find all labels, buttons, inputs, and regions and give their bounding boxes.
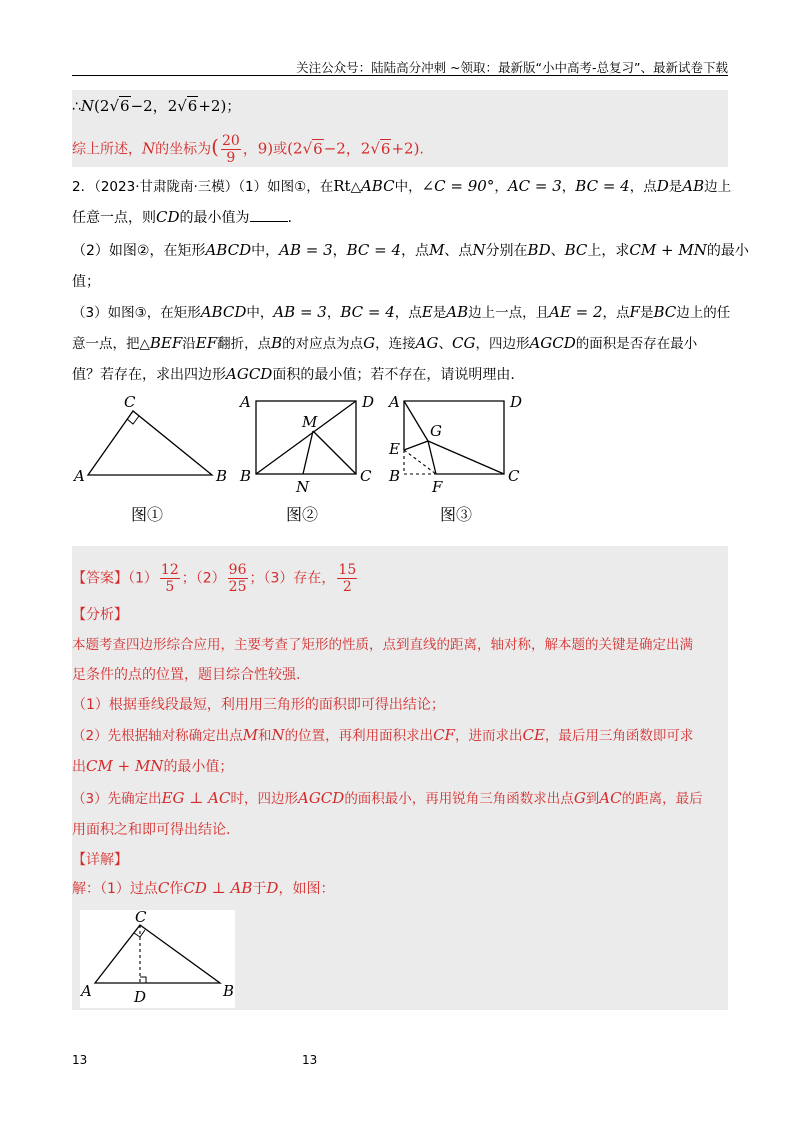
problem-line-1: 2．（2023·甘肃陇南·三模）（1）如图①，在Rt△ABC中，∠C = 90°，AC = 3，BC = 4，点D是AB边上 bbox=[72, 177, 732, 195]
analysis-line-3: （1）根据垂线段最短，利用用三角形的面积即可得出结论； bbox=[72, 697, 445, 713]
label-b: B bbox=[240, 467, 252, 485]
figure-3 bbox=[387, 393, 522, 524]
label-f: F bbox=[432, 478, 443, 496]
problem-figures bbox=[0, 385, 800, 530]
label-d: D bbox=[134, 988, 147, 1006]
rectangle-outline bbox=[404, 401, 504, 474]
triangle-abc bbox=[88, 411, 212, 475]
segment-ag bbox=[404, 401, 428, 441]
sqrt-symbol: √6 bbox=[302, 139, 323, 158]
problem-line-6: 意一点，把△BEF沿EF翻折，点B的对应点为点G，连接AG、CG，四边形AGCD的面积是否存在最小 bbox=[72, 334, 698, 352]
fraction-12-5: $\frac{12}{5}$ bbox=[160, 562, 179, 595]
header-rule bbox=[72, 75, 728, 76]
label-c: C bbox=[135, 910, 147, 926]
figure-2 bbox=[238, 393, 374, 524]
label-e: E bbox=[389, 440, 400, 458]
prev-line-1: ∴N(2√6−2，2√6+2)； bbox=[72, 97, 241, 115]
answer-tag: 【答案】 bbox=[72, 570, 128, 587]
label-a: A bbox=[389, 393, 400, 411]
detail-line-1: 解：（1）过点C作CD ⊥ AB于D，如图： bbox=[72, 879, 335, 897]
prev-summary-line: 综上所述，N的坐标为( $\frac{20}{9}$ ，9)或(2√6−2，2√6+2). bbox=[72, 133, 424, 166]
problem-line-2: 任意一点，则CD的最小值为 . bbox=[72, 208, 292, 226]
analysis-line-4: （2）先根据轴对称确定出点M和N的位置，再利用面积求出CF，进而求出CE，最后用三角函数即可求 bbox=[72, 726, 694, 744]
fraction-15-2: $\frac{15}{2}$ bbox=[338, 562, 357, 595]
fraction-20-9: $\frac{20}{9}$ bbox=[221, 133, 240, 166]
figure-background bbox=[80, 910, 235, 1008]
label-m: M bbox=[302, 413, 318, 431]
problem-line-5: （3）如图③，在矩形ABCD中，AB = 3，BC = 4，点E是AB边上一点，且AE = 2，点F是BC边上的任 bbox=[72, 303, 731, 321]
label-c: C bbox=[360, 467, 372, 485]
segment-gc bbox=[428, 441, 504, 474]
detail-tag: 【详解】 bbox=[72, 852, 128, 868]
analysis-line-2: 足条件的点的位置，题目综合性较强. bbox=[72, 667, 301, 683]
fraction-96-25: $\frac{96}{25}$ bbox=[228, 562, 247, 595]
label-a: A bbox=[74, 467, 85, 485]
sqrt-symbol: √6 bbox=[370, 139, 391, 158]
problem-line-7: 值？若存在，求出四边形AGCD面积的最小值；若不存在，请说明理由. bbox=[72, 365, 515, 383]
analysis-tag: 【分析】 bbox=[72, 607, 128, 623]
sqrt-symbol: √6 bbox=[109, 97, 130, 115]
page-number-left: 13 bbox=[72, 1053, 88, 1067]
label-b: B bbox=[216, 467, 228, 485]
page-number-center: 13 bbox=[302, 1053, 318, 1067]
label-b: B bbox=[389, 467, 401, 485]
caption-fig2: 图② bbox=[286, 505, 319, 524]
answer-blank bbox=[250, 207, 288, 222]
segment-mn bbox=[303, 431, 313, 474]
label-c: C bbox=[508, 467, 520, 485]
label-n: N bbox=[296, 478, 310, 496]
analysis-line-7: 用面积之和即可得出结论. bbox=[72, 822, 231, 838]
label-c: C bbox=[124, 393, 136, 411]
problem-line-4: 值； bbox=[72, 274, 100, 290]
figure-1 bbox=[72, 393, 227, 524]
analysis-line-5: 出CM + MN的最小值； bbox=[72, 757, 234, 775]
label-d: D bbox=[362, 393, 375, 411]
sqrt-symbol: √6 bbox=[177, 97, 198, 115]
detail-figure bbox=[80, 910, 235, 1008]
answer-line: 【答案】（1） $\frac{12}{5}$ ；（2） $\frac{96}{25}$ ；（3）存在， $\frac{15}{2}$ bbox=[72, 562, 357, 595]
caption-fig3: 图③ bbox=[440, 505, 473, 524]
segment-cm bbox=[313, 431, 356, 474]
label-a: A bbox=[81, 982, 92, 1000]
page-header: 关注公众号：陆陆高分冲刺 ~领取：最新版“小中高考-总复习”、最新试卷下载 bbox=[296, 60, 728, 75]
analysis-line-1: 本题考查四边形综合应用，主要考查了矩形的性质，点到直线的距离，轴对称，解本题的关键是确定出满 bbox=[72, 637, 693, 653]
segment-eg bbox=[404, 441, 428, 450]
analysis-line-6: （3）先确定出EG ⊥ AC时，四边形AGCD的面积最小，再用锐角三角函数求出点G到AC的距离，最后 bbox=[72, 789, 703, 807]
label-d: D bbox=[510, 393, 523, 411]
label-b: B bbox=[223, 982, 235, 1000]
problem-line-3: （2）如图②，在矩形ABCD中，AB = 3，BC = 4，点M、点N分别在BD、BC上，求CM + MN的最小 bbox=[72, 241, 749, 259]
label-a: A bbox=[240, 393, 251, 411]
caption-fig1: 图① bbox=[131, 505, 164, 524]
label-g: G bbox=[430, 422, 442, 440]
